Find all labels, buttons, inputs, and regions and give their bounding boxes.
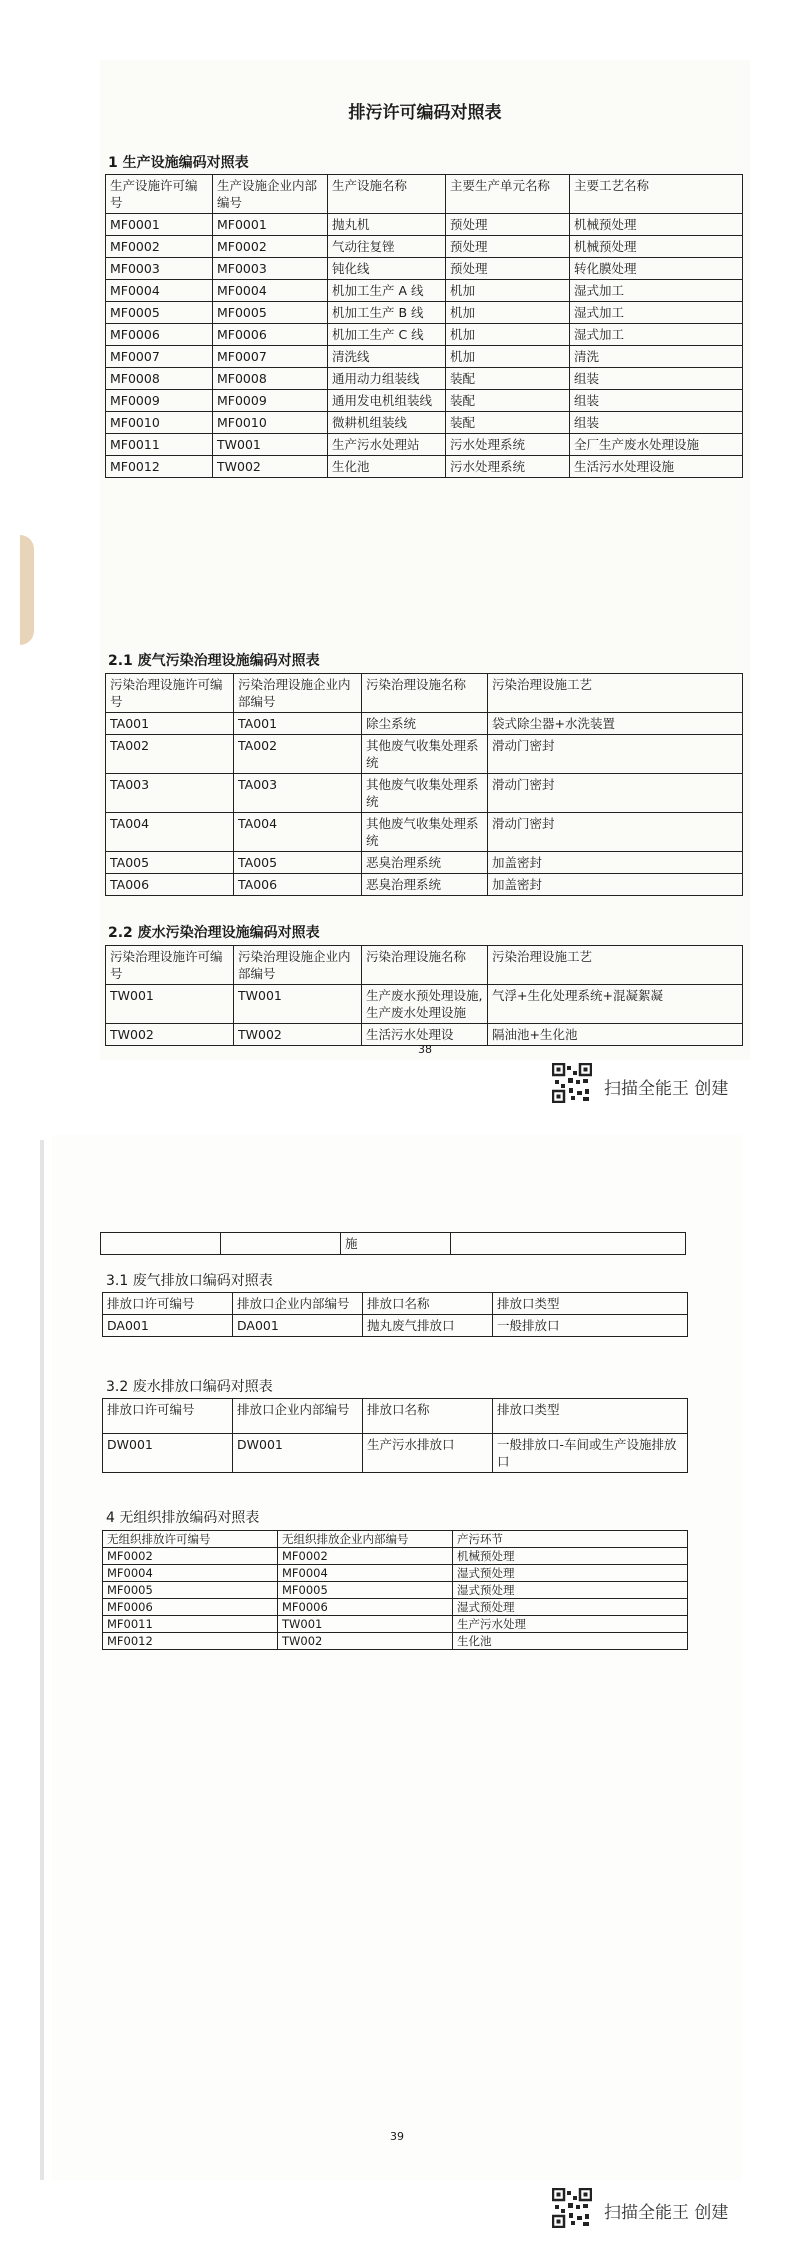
table-cell: MF0001 — [213, 214, 328, 236]
waste-gas-treatment-table — [105, 673, 743, 896]
table-cell: TW002 — [213, 456, 328, 478]
table-row — [106, 214, 743, 236]
table-cell: 微耕机组装线 — [328, 412, 446, 434]
table-cell: 抛丸废气排放口 — [363, 1315, 493, 1337]
section-2-2-heading: 2.2 废水污染治理设施编码对照表 — [108, 925, 320, 941]
table-cell: MF0002 — [278, 1548, 453, 1565]
table-cell: 组装 — [570, 368, 743, 390]
table-cell: 滑动门密封 — [488, 774, 743, 813]
table-row — [106, 456, 743, 478]
table-cell: DA001 — [103, 1315, 233, 1337]
table-header-row — [103, 1399, 688, 1434]
table-cell: 滑动门密封 — [488, 735, 743, 774]
table-row — [106, 412, 743, 434]
table-cell: MF0007 — [213, 346, 328, 368]
table-cell: MF0006 — [103, 1599, 278, 1616]
table-cell: MF0012 — [106, 456, 213, 478]
column-header: 污染治理设施企业内部编号 — [234, 674, 362, 713]
table-cell: 生产污水排放口 — [363, 1434, 493, 1473]
table-cell: MF0008 — [106, 368, 213, 390]
table-cell: DW001 — [233, 1434, 363, 1473]
page-38 — [100, 60, 750, 1060]
table-cell: 生活污水处理设 — [362, 1024, 488, 1046]
table-cell: 钝化线 — [328, 258, 446, 280]
table-cell: TA002 — [106, 735, 234, 774]
table-cell: 全厂生产废水处理设施 — [570, 434, 743, 456]
table-cell: MF0003 — [213, 258, 328, 280]
column-header: 无组织排放许可编号 — [103, 1531, 278, 1548]
table-cell: 恶臭治理系统 — [362, 852, 488, 874]
exhaust-outlet-table — [102, 1292, 688, 1337]
table-row — [106, 258, 743, 280]
table-row — [106, 346, 743, 368]
table-cell: 清洗线 — [328, 346, 446, 368]
table-cell: TA004 — [106, 813, 234, 852]
column-header: 生产设施企业内部编号 — [213, 175, 328, 214]
table-cell: 机械预处理 — [453, 1548, 688, 1565]
column-header: 排放口企业内部编号 — [233, 1293, 363, 1315]
table-cell: 机械预处理 — [570, 236, 743, 258]
fugitive-emission-table — [102, 1530, 688, 1650]
table-cell: TA003 — [106, 774, 234, 813]
table-cell: MF0003 — [106, 258, 213, 280]
table-cell: MF0005 — [106, 302, 213, 324]
table-cell — [101, 1233, 221, 1255]
section-3-2-heading: 3.2 废水排放口编码对照表 — [106, 1379, 273, 1395]
wastewater-outlet-table — [102, 1398, 688, 1473]
section-2-1-heading: 2.1 废气污染治理设施编码对照表 — [108, 653, 320, 669]
table-cell: MF0002 — [103, 1548, 278, 1565]
table-cell: MF0009 — [213, 390, 328, 412]
table-cell: MF0006 — [106, 324, 213, 346]
page-number: 39 — [390, 2130, 404, 2143]
page-number: 38 — [418, 1043, 432, 1056]
table-row — [106, 390, 743, 412]
qr-code-icon — [552, 1063, 592, 1103]
table-row — [101, 1233, 686, 1255]
table-row — [106, 236, 743, 258]
column-header: 主要工艺名称 — [570, 175, 743, 214]
table-cell: TW001 — [278, 1616, 453, 1633]
table-cell: 一般排放口-车间或生产设施排放口 — [493, 1434, 688, 1473]
table-row — [103, 1548, 688, 1565]
table-cell: 预处理 — [446, 236, 570, 258]
table-cell: MF0008 — [213, 368, 328, 390]
section-4-heading: 4 无组织排放编码对照表 — [106, 1510, 260, 1526]
table-cell: TA006 — [106, 874, 234, 896]
table-cell: 恶臭治理系统 — [362, 874, 488, 896]
column-header: 主要生产单元名称 — [446, 175, 570, 214]
table-cell: MF0005 — [213, 302, 328, 324]
scan-edge-shadow — [40, 1140, 44, 2180]
column-header: 污染治理设施工艺 — [488, 674, 743, 713]
table-header-row — [103, 1293, 688, 1315]
table-cell: TW001 — [106, 985, 234, 1024]
table-cell: 其他废气收集处理系统 — [362, 813, 488, 852]
page-39 — [52, 1135, 742, 2180]
table-cell: MF0004 — [106, 280, 213, 302]
table-cell — [221, 1233, 341, 1255]
section-3-1-heading: 3.1 废气排放口编码对照表 — [106, 1273, 273, 1289]
table-cell: MF0001 — [106, 214, 213, 236]
table-cell: TW002 — [106, 1024, 234, 1046]
table-cell: TA001 — [106, 713, 234, 735]
qr-code-icon — [552, 2188, 592, 2228]
table-cell: 一般排放口 — [493, 1315, 688, 1337]
table-cell: 机加工生产 B 线 — [328, 302, 446, 324]
table-cell: 机加工生产 C 线 — [328, 324, 446, 346]
table-row — [106, 813, 743, 852]
table-cell: TW001 — [234, 985, 362, 1024]
production-facility-table — [105, 174, 743, 478]
table-cell: TW001 — [213, 434, 328, 456]
table-cell: 组装 — [570, 390, 743, 412]
table-header-row — [106, 946, 743, 985]
column-header: 污染治理设施许可编号 — [106, 946, 234, 985]
table-cell: DW001 — [103, 1434, 233, 1473]
column-header: 污染治理设施许可编号 — [106, 674, 234, 713]
table-cell: MF0005 — [103, 1582, 278, 1599]
table-row — [106, 302, 743, 324]
table-cell: MF0011 — [106, 434, 213, 456]
table-cell: 机加 — [446, 280, 570, 302]
scan-edge-stain — [20, 535, 34, 645]
table-cell: DA001 — [233, 1315, 363, 1337]
table-cell: 生化池 — [328, 456, 446, 478]
table-cell: 预处理 — [446, 258, 570, 280]
table-cell: 除尘系统 — [362, 713, 488, 735]
table-row — [106, 280, 743, 302]
table-cell: 通用发电机组装线 — [328, 390, 446, 412]
table-cell: 其他废气收集处理系统 — [362, 735, 488, 774]
table-cell: MF0010 — [106, 412, 213, 434]
table-cell: 湿式加工 — [570, 280, 743, 302]
column-header: 污染治理设施企业内部编号 — [234, 946, 362, 985]
table-cell: 机加 — [446, 324, 570, 346]
table-cell: TA004 — [234, 813, 362, 852]
table-cell: 气浮+生化处理系统+混凝絮凝 — [488, 985, 743, 1024]
table-cell: MF0007 — [106, 346, 213, 368]
carry-over-table-row — [100, 1232, 686, 1255]
table-cell: 湿式预处理 — [453, 1565, 688, 1582]
table-cell: MF0011 — [103, 1616, 278, 1633]
table-cell: MF0004 — [213, 280, 328, 302]
table-cell: MF0004 — [278, 1565, 453, 1582]
table-cell: MF0009 — [106, 390, 213, 412]
table-cell: 滑动门密封 — [488, 813, 743, 852]
column-header: 排放口类型 — [493, 1293, 688, 1315]
table-cell: MF0005 — [278, 1582, 453, 1599]
table-cell: 机加 — [446, 302, 570, 324]
table-cell: 机加 — [446, 346, 570, 368]
table-cell: MF0002 — [106, 236, 213, 258]
table-row — [103, 1315, 688, 1337]
table-cell: 生化池 — [453, 1633, 688, 1650]
table-cell: TA006 — [234, 874, 362, 896]
table-cell: TA001 — [234, 713, 362, 735]
table-cell: 袋式除尘器+水洗装置 — [488, 713, 743, 735]
table-row — [106, 852, 743, 874]
table-cell: 预处理 — [446, 214, 570, 236]
table-cell: 加盖密封 — [488, 852, 743, 874]
table-cell: 湿式预处理 — [453, 1582, 688, 1599]
column-header: 污染治理设施工艺 — [488, 946, 743, 985]
table-row — [103, 1616, 688, 1633]
table-cell: 机加工生产 A 线 — [328, 280, 446, 302]
table-cell: MF0002 — [213, 236, 328, 258]
table-cell: 湿式预处理 — [453, 1599, 688, 1616]
table-row — [103, 1633, 688, 1650]
table-cell: TA005 — [234, 852, 362, 874]
table-header-row — [103, 1531, 688, 1548]
table-cell: 机械预处理 — [570, 214, 743, 236]
table-cell: MF0012 — [103, 1633, 278, 1650]
table-cell: 其他废气收集处理系统 — [362, 774, 488, 813]
scan-watermark: 扫描全能王 创建 — [604, 2203, 729, 2223]
table-cell: 清洗 — [570, 346, 743, 368]
table-cell: 装配 — [446, 368, 570, 390]
scan-watermark: 扫描全能王 创建 — [604, 1079, 729, 1099]
table-row — [106, 434, 743, 456]
column-header: 污染治理设施名称 — [362, 946, 488, 985]
column-header: 排放口名称 — [363, 1293, 493, 1315]
column-header: 排放口许可编号 — [103, 1399, 233, 1434]
table-cell: 污水处理系统 — [446, 434, 570, 456]
column-header: 排放口类型 — [493, 1399, 688, 1434]
table-cell — [451, 1233, 686, 1255]
table-cell: 湿式加工 — [570, 324, 743, 346]
table-row — [106, 324, 743, 346]
table-row — [103, 1434, 688, 1473]
table-cell: 装配 — [446, 390, 570, 412]
table-cell: TA002 — [234, 735, 362, 774]
table-row — [103, 1599, 688, 1616]
table-cell: TW002 — [278, 1633, 453, 1650]
table-cell: 装配 — [446, 412, 570, 434]
column-header: 排放口名称 — [363, 1399, 493, 1434]
table-cell: 生产污水处理站 — [328, 434, 446, 456]
table-header-row — [106, 674, 743, 713]
table-cell: 施 — [341, 1233, 451, 1255]
table-cell: 抛丸机 — [328, 214, 446, 236]
table-cell: TA005 — [106, 852, 234, 874]
table-cell: 转化膜处理 — [570, 258, 743, 280]
table-cell: 组装 — [570, 412, 743, 434]
column-header: 生产设施许可编号 — [106, 175, 213, 214]
table-row — [106, 713, 743, 735]
column-header: 污染治理设施名称 — [362, 674, 488, 713]
table-row — [106, 368, 743, 390]
section-1-heading: 1 生产设施编码对照表 — [108, 155, 249, 171]
document-title: 排污许可编码对照表 — [348, 103, 502, 123]
table-cell: MF0006 — [213, 324, 328, 346]
table-cell: MF0004 — [103, 1565, 278, 1582]
table-cell: MF0010 — [213, 412, 328, 434]
table-cell: 生产废水预处理设施,生产废水处理设施 — [362, 985, 488, 1024]
table-cell: 隔油池+生化池 — [488, 1024, 743, 1046]
table-cell: MF0006 — [278, 1599, 453, 1616]
table-row — [106, 774, 743, 813]
column-header: 产污环节 — [453, 1531, 688, 1548]
table-header-row — [106, 175, 743, 214]
table-cell: 加盖密封 — [488, 874, 743, 896]
table-cell: 通用动力组装线 — [328, 368, 446, 390]
table-row — [103, 1582, 688, 1599]
wastewater-treatment-table — [105, 945, 743, 1046]
column-header: 无组织排放企业内部编号 — [278, 1531, 453, 1548]
table-cell: TA003 — [234, 774, 362, 813]
table-cell: 污水处理系统 — [446, 456, 570, 478]
column-header: 排放口企业内部编号 — [233, 1399, 363, 1434]
table-cell: TW002 — [234, 1024, 362, 1046]
table-row — [106, 735, 743, 774]
column-header: 生产设施名称 — [328, 175, 446, 214]
table-cell: 生产污水处理 — [453, 1616, 688, 1633]
table-cell: 湿式加工 — [570, 302, 743, 324]
table-row — [106, 985, 743, 1024]
table-cell: 生活污水处理设施 — [570, 456, 743, 478]
table-row — [103, 1565, 688, 1582]
table-cell: 气动往复锉 — [328, 236, 446, 258]
column-header: 排放口许可编号 — [103, 1293, 233, 1315]
table-row — [106, 874, 743, 896]
